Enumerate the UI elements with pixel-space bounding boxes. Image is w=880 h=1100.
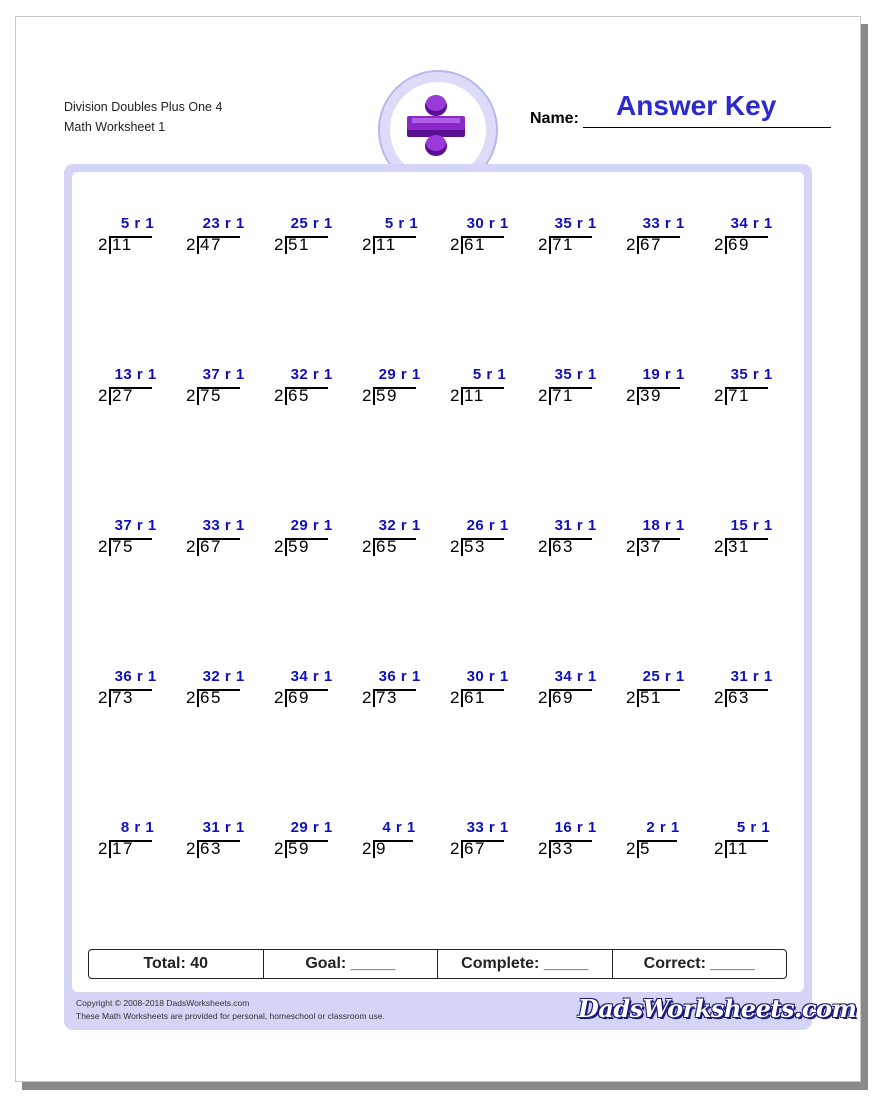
division-problem <box>538 668 626 718</box>
division-problem <box>98 366 186 416</box>
dividend: 11 <box>728 839 749 858</box>
answer-key-text: Answer Key <box>616 90 777 121</box>
answer-quotient: 32 r 1 <box>202 668 245 685</box>
dividend: 67 <box>200 537 222 556</box>
goal-cell: Goal: _____ <box>264 950 439 978</box>
division-problem <box>714 517 802 567</box>
divisor: 2 <box>450 688 460 707</box>
dividend: 75 <box>200 386 222 405</box>
divisor: 2 <box>450 386 460 405</box>
division-problem <box>626 517 714 567</box>
answer-quotient: 35 r 1 <box>554 215 597 232</box>
dividend: 27 <box>112 386 134 405</box>
answer-quotient: 18 r 1 <box>642 517 685 534</box>
division-problem <box>714 215 802 265</box>
dividend: 51 <box>288 235 310 254</box>
divisor: 2 <box>626 839 636 858</box>
dividend: 71 <box>552 235 574 254</box>
answer-quotient: 16 r 1 <box>554 819 597 836</box>
answer-quotient: 15 r 1 <box>730 517 773 534</box>
answer-quotient: 30 r 1 <box>466 215 509 232</box>
dividend: 59 <box>376 386 398 405</box>
divisor: 2 <box>538 537 548 556</box>
dividend: 59 <box>288 537 310 556</box>
division-problem <box>186 215 274 265</box>
division-problem <box>714 366 802 416</box>
dividend: 61 <box>464 235 486 254</box>
division-problem <box>274 517 362 567</box>
answer-quotient: 34 r 1 <box>730 215 773 232</box>
dividend: 69 <box>552 688 574 707</box>
dividend: 39 <box>640 386 662 405</box>
division-problem <box>98 215 186 265</box>
answer-quotient: 33 r 1 <box>202 517 245 534</box>
answer-quotient: 5 r 1 <box>736 819 771 836</box>
divisor: 2 <box>714 386 724 405</box>
divisor: 2 <box>362 386 372 405</box>
answer-quotient: 31 r 1 <box>730 668 773 685</box>
problems-area <box>72 172 804 992</box>
divisor: 2 <box>186 386 196 405</box>
dividend: 53 <box>464 537 486 556</box>
dividend: 9 <box>376 839 387 858</box>
division-problem <box>186 517 274 567</box>
name-line <box>583 127 831 128</box>
divisor: 2 <box>98 235 108 254</box>
divisor: 2 <box>274 537 284 556</box>
divisor: 2 <box>714 235 724 254</box>
divisor: 2 <box>98 688 108 707</box>
divisor: 2 <box>714 688 724 707</box>
divisor: 2 <box>538 839 548 858</box>
dividend: 65 <box>376 537 398 556</box>
division-problem <box>538 366 626 416</box>
dividend: 17 <box>112 839 134 858</box>
dividend: 69 <box>728 235 750 254</box>
dividend: 73 <box>112 688 134 707</box>
dividend: 61 <box>464 688 486 707</box>
divisor: 2 <box>362 839 372 858</box>
division-problem <box>362 668 450 718</box>
worksheet-title-line2: Math Worksheet 1 <box>64 120 166 134</box>
complete-cell: Complete: _____ <box>438 950 613 978</box>
answer-quotient: 5 r 1 <box>472 366 507 383</box>
division-problem <box>450 215 538 265</box>
divisor: 2 <box>450 537 460 556</box>
division-problem <box>362 819 450 869</box>
division-problem <box>626 819 714 869</box>
divisor: 2 <box>362 688 372 707</box>
divisor: 2 <box>626 688 636 707</box>
dividend: 31 <box>728 537 750 556</box>
answer-quotient: 5 r 1 <box>384 215 419 232</box>
answer-quotient: 31 r 1 <box>202 819 245 836</box>
dividend: 71 <box>552 386 574 405</box>
divisor: 2 <box>98 537 108 556</box>
answer-quotient: 35 r 1 <box>730 366 773 383</box>
answer-quotient: 34 r 1 <box>290 668 333 685</box>
divisor: 2 <box>538 688 548 707</box>
answer-quotient: 25 r 1 <box>642 668 685 685</box>
dividend: 11 <box>112 235 133 254</box>
divisor: 2 <box>362 537 372 556</box>
dividend: 67 <box>464 839 486 858</box>
dividend: 63 <box>200 839 222 858</box>
dividend: 69 <box>288 688 310 707</box>
division-problem <box>362 215 450 265</box>
division-problem <box>450 819 538 869</box>
answer-quotient: 23 r 1 <box>202 215 245 232</box>
copyright-line1: Copyright © 2008-2018 DadsWorksheets.com <box>76 998 250 1008</box>
divisor: 2 <box>186 235 196 254</box>
answer-quotient: 30 r 1 <box>466 668 509 685</box>
division-problem <box>274 366 362 416</box>
divisor: 2 <box>98 386 108 405</box>
name-label: Name: <box>530 110 579 127</box>
dividend: 71 <box>728 386 750 405</box>
divisor: 2 <box>450 235 460 254</box>
division-problem <box>274 215 362 265</box>
answer-quotient: 5 r 1 <box>120 215 155 232</box>
answer-quotient: 19 r 1 <box>642 366 685 383</box>
divisor: 2 <box>274 688 284 707</box>
division-problem <box>626 668 714 718</box>
dividend: 47 <box>200 235 222 254</box>
division-problem <box>98 668 186 718</box>
answer-quotient: 29 r 1 <box>290 819 333 836</box>
correct-cell: Correct: _____ <box>643 955 755 972</box>
dividend: 63 <box>552 537 574 556</box>
division-problem <box>98 517 186 567</box>
division-problem <box>450 668 538 718</box>
answer-quotient: 33 r 1 <box>466 819 509 836</box>
division-problem <box>450 517 538 567</box>
answer-quotient: 13 r 1 <box>114 366 157 383</box>
division-problem <box>626 215 714 265</box>
answer-quotient: 35 r 1 <box>554 366 597 383</box>
dividend: 63 <box>728 688 750 707</box>
division-problem <box>362 517 450 567</box>
dividend: 33 <box>552 839 574 858</box>
divisor: 2 <box>274 235 284 254</box>
copyright-line2: These Math Worksheets are provided for personal, homeschool or classroom use. <box>76 1010 385 1021</box>
dividend: 5 <box>640 839 651 858</box>
division-problem <box>538 517 626 567</box>
divisor: 2 <box>98 839 108 858</box>
divisor: 2 <box>714 537 724 556</box>
dividend: 59 <box>288 839 310 858</box>
answer-quotient: 36 r 1 <box>378 668 421 685</box>
dividend: 51 <box>640 688 662 707</box>
answer-quotient: 37 r 1 <box>202 366 245 383</box>
division-problem <box>186 819 274 869</box>
division-problem <box>714 668 802 718</box>
dividend: 37 <box>640 537 662 556</box>
answer-quotient: 32 r 1 <box>290 366 333 383</box>
dividend: 65 <box>200 688 222 707</box>
score-bar <box>88 949 787 979</box>
answer-quotient: 34 r 1 <box>554 668 597 685</box>
divisor: 2 <box>538 386 548 405</box>
worksheet-title <box>64 97 222 137</box>
answer-quotient: 29 r 1 <box>378 366 421 383</box>
divisor: 2 <box>450 839 460 858</box>
division-problem <box>186 366 274 416</box>
answer-quotient: 33 r 1 <box>642 215 685 232</box>
divisor: 2 <box>186 537 196 556</box>
dividend: 73 <box>376 688 398 707</box>
dividend: 67 <box>640 235 662 254</box>
answer-quotient: 31 r 1 <box>554 517 597 534</box>
divisor: 2 <box>274 386 284 405</box>
copyright-notice <box>76 997 385 1022</box>
division-problem <box>450 366 538 416</box>
dividend: 11 <box>376 235 397 254</box>
worksheet-title-line1: Division Doubles Plus One 4 <box>64 100 223 114</box>
answer-quotient: 4 r 1 <box>382 819 416 836</box>
division-problem <box>98 819 186 869</box>
dividend: 75 <box>112 537 134 556</box>
answer-quotient: 32 r 1 <box>378 517 421 534</box>
answer-quotient: 36 r 1 <box>114 668 157 685</box>
answer-quotient: 37 r 1 <box>114 517 157 534</box>
division-problem <box>362 366 450 416</box>
divisor: 2 <box>362 235 372 254</box>
divisor: 2 <box>538 235 548 254</box>
answer-quotient: 2 r 1 <box>646 819 680 836</box>
division-problem <box>538 819 626 869</box>
divisor: 2 <box>186 688 196 707</box>
answer-quotient: 29 r 1 <box>290 517 333 534</box>
divisor: 2 <box>626 537 636 556</box>
answer-quotient: 26 r 1 <box>466 517 509 534</box>
divisor: 2 <box>626 386 636 405</box>
division-problem <box>626 366 714 416</box>
division-problem <box>714 819 802 869</box>
division-problem <box>274 819 362 869</box>
dividend: 11 <box>464 386 485 405</box>
divisor: 2 <box>274 839 284 858</box>
answer-quotient: 8 r 1 <box>120 819 155 836</box>
brand-logo[interactable]: DadsWorksheets.com <box>578 994 857 1023</box>
divisor: 2 <box>186 839 196 858</box>
division-problem <box>538 215 626 265</box>
division-problem <box>186 668 274 718</box>
total-cell: Total: 40 <box>89 950 264 978</box>
divisor: 2 <box>714 839 724 858</box>
dividend: 65 <box>288 386 310 405</box>
answer-quotient: 25 r 1 <box>290 215 333 232</box>
division-problem <box>274 668 362 718</box>
divisor: 2 <box>626 235 636 254</box>
